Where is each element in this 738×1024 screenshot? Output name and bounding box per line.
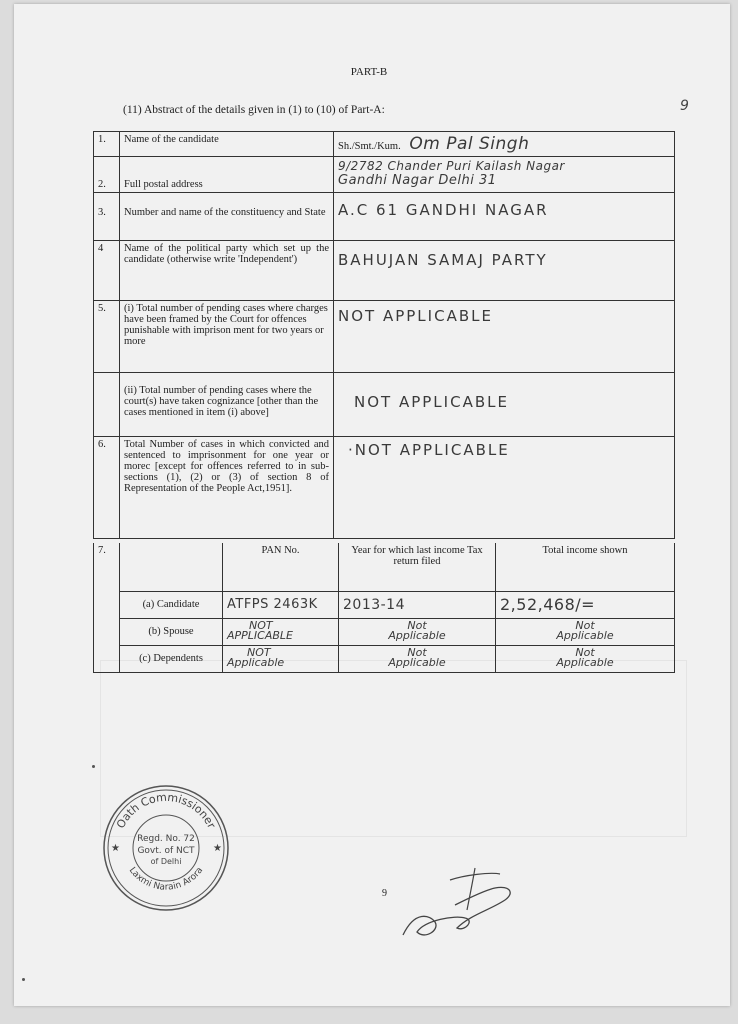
svg-text:Regd. No. 72: Regd. No. 72	[137, 834, 195, 844]
abstract-table	[93, 131, 675, 539]
income-row-spouse: (b) Spouse NOT APPLICABLE Not Applicable Not Applicable	[94, 618, 675, 645]
svg-text:★: ★	[111, 843, 120, 854]
pending-cases-2-value: NOT APPLICABLE	[354, 393, 509, 411]
row-candidate-name: 1. Name of the candidate Sh./Smt./Kum. Om Pal Singh	[94, 132, 675, 157]
party-value: BAHUJAN SAMAJ PARTY	[338, 251, 548, 269]
pending-cases-1-value: NOT APPLICABLE	[338, 307, 493, 325]
total-header: Total income shown	[496, 543, 675, 591]
oath-commissioner-stamp	[101, 783, 231, 913]
speck	[22, 978, 25, 981]
svg-text:Laxmi Narain Arora: Laxmi Narain Arora	[126, 865, 206, 893]
constituency-value: A.C 61 GANDHI NAGAR	[338, 201, 549, 219]
abstract-heading: (11) Abstract of the details given in (1) to (10) of Part-A:	[123, 104, 385, 116]
income-row-candidate: (a) Candidate ATFPS 2463K 2013-14 2,52,468/=	[94, 591, 675, 618]
income-table	[93, 543, 675, 673]
row-convictions: 6. Total Number of cases in which convicted and sentenced to imprisonment for one year or morec [except for offences referred to in sub-sections (1), (2) or (3) of section 8 of Representation of the People Act,1951]. ·NOT APPLICABLE	[94, 437, 675, 539]
row-pending-cases-1: 5. (i) Total number of pending cases where charges have been framed by the Court for offences punishable with imprison ment for two years or more NOT APPLICABLE	[94, 301, 675, 373]
row-political-party: 4 Name of the political party which set up the candidate (otherwise write 'Independent') BAHUJAN SAMAJ PARTY	[94, 241, 675, 301]
svg-text:Govt. of NCT: Govt. of NCT	[137, 846, 195, 856]
svg-text:of Delhi: of Delhi	[150, 857, 182, 866]
row-constituency: 3. Number and name of the constituency and State A.C 61 GANDHI NAGAR	[94, 193, 675, 241]
pan-header: PAN No.	[223, 543, 339, 591]
row-pending-cases-2: (ii) Total number of pending cases where the court(s) have taken cognizance [other than the cases mentioned in item (i) above] NOT APPLICABLE	[94, 373, 675, 437]
income-header-row: 7. PAN No. Year for which last income Tax return filed Total income shown	[94, 543, 675, 591]
name-prefix: Sh./Smt./Kum.	[338, 141, 401, 152]
convictions-value: ·NOT APPLICABLE	[348, 441, 510, 459]
page-number: 9	[382, 888, 387, 899]
speck	[92, 765, 95, 768]
page-mark: 9	[680, 98, 689, 114]
address-line-2: Gandhi Nagar Delhi 31	[338, 173, 497, 188]
signature	[395, 860, 525, 945]
row-postal-address: 2. Full postal address 9/2782 Chander Puri Kailash Nagar Gandhi Nagar Delhi 31	[94, 157, 675, 193]
svg-text:★: ★	[213, 843, 222, 854]
income-row-dependents: (c) Dependents NOT Applicable Not Applicable Not Applicable	[94, 645, 675, 672]
address-line-1: 9/2782 Chander Puri Kailash Nagar	[338, 159, 565, 173]
svg-text:Oath Commissioner: Oath Commissioner	[113, 790, 219, 831]
part-title: PART-B	[350, 66, 388, 78]
candidate-name: Om Pal Singh	[409, 134, 530, 154]
year-header: Year for which last income Tax return filed	[339, 543, 496, 591]
